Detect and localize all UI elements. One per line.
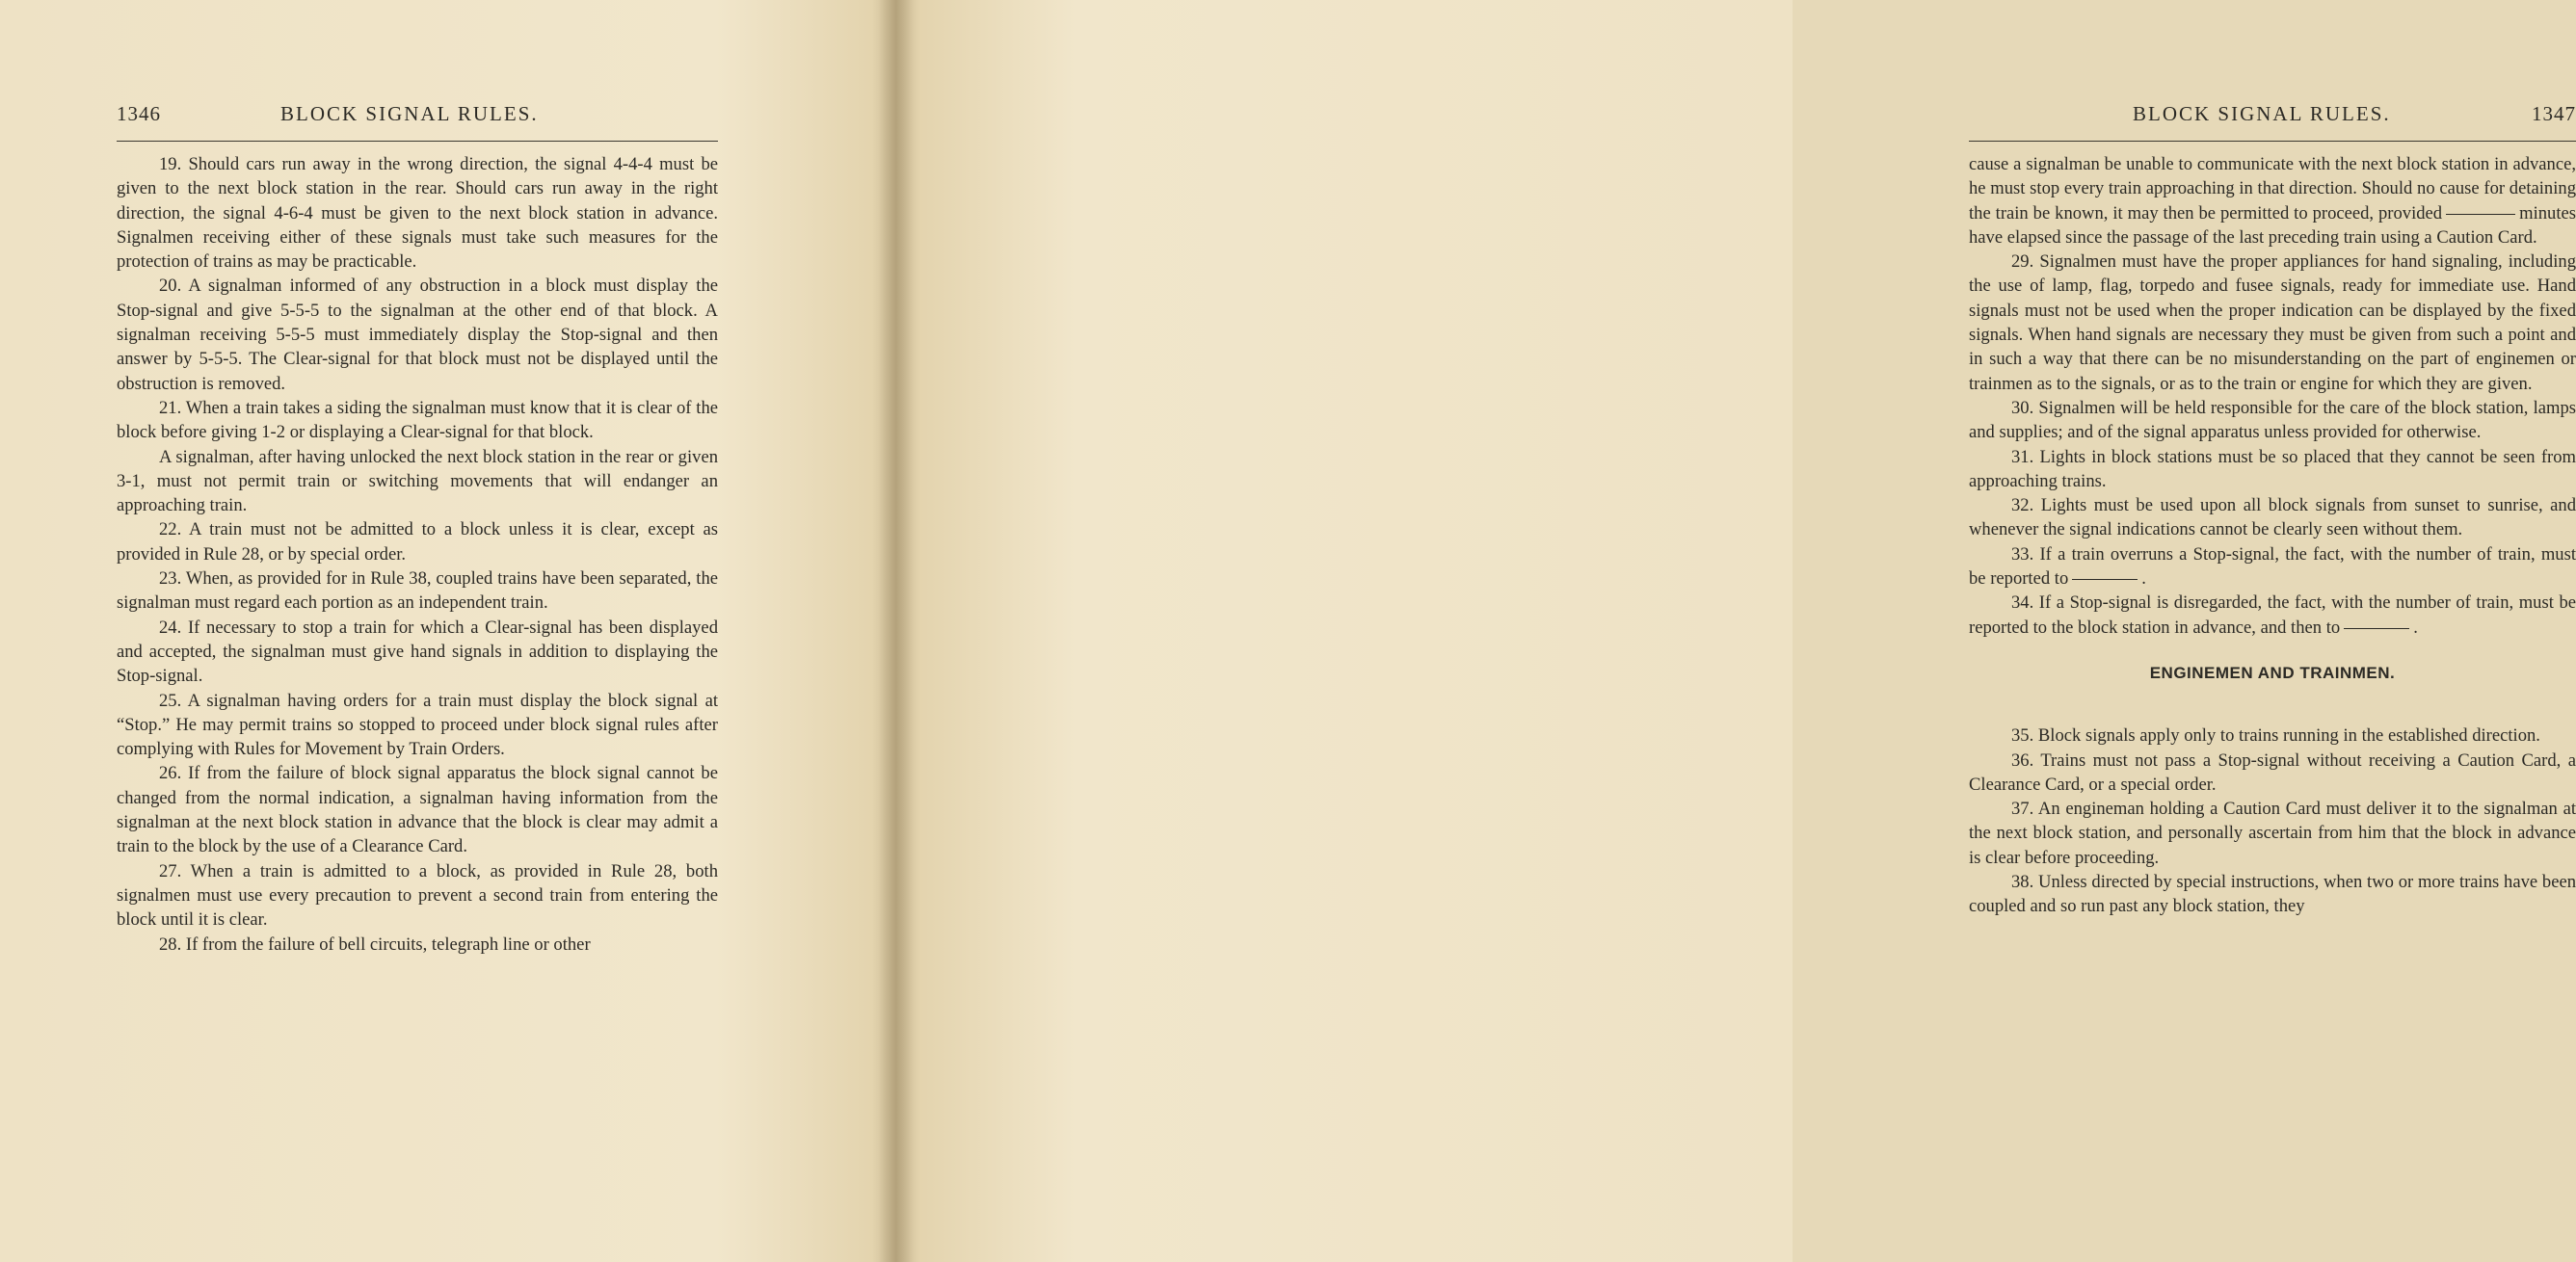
left-running-title: BLOCK SIGNAL RULES. (280, 102, 539, 125)
rule-28-continued-text-a: cause a signalman be unable to communicate with the next block station in advance, he must stop every train approaching in that direction. Should no cause for detaining the train be known, it may then be permitted to proceed, provided (1969, 154, 2576, 223)
rule-24: 24. If necessary to stop a train for which a Clear-signal has been displayed and accepted, the signalman must give hand signals in addition to displaying the Stop-signal. (117, 617, 718, 687)
blank-line (2446, 214, 2515, 215)
section-heading: ENGINEMEN AND TRAINMEN. (2149, 663, 2396, 682)
rule-28: 28. If from the failure of bell circuits, telegraph line or other (159, 933, 591, 955)
rule-28-continued-text-b: minutes have elapsed since the passage of the last preceding train using a Caution Card. (1969, 202, 2576, 248)
left-page-body (117, 152, 718, 957)
rule-19: 19. Should cars run away in the wrong direction, the signal 4-4-4 must be given to the next block station in the rear. Should cars run away in the right direction, the signal 4-6-4 must be given to the next block station in advance. Signalmen receiving either of these signals must take such measures for the protection of trains as may be practicable. (117, 154, 718, 273)
rule-25: 25. A signalman having orders for a train must display the block signal at “Stop.” He may permit trains so stopped to proceed under block signal rules after complying with Rules for Movement by Train Orders. (117, 690, 718, 760)
rule-21: 21. When a train takes a siding the signalman must know that it is clear of the block before giving 1-2 or displaying a Clear-signal for that block. (117, 397, 718, 443)
rule-37: 37. An engineman holding a Caution Card must deliver it to the signalman at the next block station, and personally ascertain from him that the block in advance is clear before proceeding. (1969, 799, 2576, 868)
left-page (0, 0, 896, 1262)
rule-34: 34. If a Stop-signal is disregarded, the fact, with the number of train, must be reported to the block station in advance, and then to . (1969, 592, 2576, 638)
rule-34-text: 34. If a Stop-signal is disregarded, the fact, with the number of train, must be reported to the block station in advance, and then to (1969, 592, 2576, 638)
left-head-rule (117, 141, 718, 142)
right-page (896, 0, 2576, 1262)
rule-38: 38. Unless directed by special instructions, when two or more trains have been coupled and so run past any block station, they (1969, 872, 2576, 917)
left-page-number: 1346 (117, 102, 161, 125)
rule-33-text: 33. If a train overruns a Stop-signal, the fact, with the number of train, must be reported to (1969, 543, 2576, 590)
rule-29: 29. Signalmen must have the proper appliances for hand signaling, including the use of lamp, flag, torpedo and fusee signals, ready for immediate use. Hand signals must not be used when the proper indication can be displayed by the fixed signals. When hand signals are necessary they must be given from such a point and in such a way that there can be no misunderstanding on the part of enginemen or trainmen as to the signals, or as to the train or engine for which they are given. (1969, 251, 2576, 394)
rule-23: 23. When, as provided for in Rule 38, coupled trains have been separated, the signalman must regard each portion as an independent train. (117, 568, 718, 614)
rule-22: 22. A train must not be admitted to a block unless it is clear, except as provided in Rule 28, or by special order. (117, 519, 718, 565)
rule-35: 35. Block signals apply only to trains running in the established direction. (2011, 725, 2540, 747)
right-head-rule (1969, 141, 2576, 142)
blank-line (2344, 628, 2409, 629)
right-page-number: 1347 (2532, 102, 2576, 125)
rule-20: 20. A signalman informed of any obstruction in a block must display the Stop-signal and give 5-5-5 to the signalman at the other end of that block. A signalman receiving 5-5-5 must immediately display the Stop-signal and then answer by 5-5-5. The Clear-signal for that block must not be displayed until the obstruction is removed. (117, 276, 718, 394)
left-running-head (117, 102, 718, 131)
rule-27: 27. When a train is admitted to a block, as provided in Rule 28, both signalmen must use every precaution to prevent a second train from entering the block until it is clear. (117, 860, 718, 931)
rule-26: 26. If from the failure of block signal apparatus the block signal cannot be changed from the normal indication, a signalman having information from the signalman at the next block station in advance that the block is clear may admit a train to the block by the use of a Clearance Card. (117, 763, 718, 857)
rule-28-continued (1969, 152, 2576, 250)
right-page-body (1969, 152, 2576, 919)
right-running-title: BLOCK SIGNAL RULES. (2133, 102, 2391, 125)
rule-21-continued: A signalman, after having unlocked the next block station in the rear or given 3-1, must not permit train or switching movements that will endanger an approaching train. (117, 446, 718, 516)
rule-36: 36. Trains must not pass a Stop-signal without receiving a Caution Card, a Clearance Card, or a special order. (1969, 749, 2576, 795)
rule-30: 30. Signalmen will be held responsible for the care of the block station, lamps and supplies; and of the signal apparatus unless provided for otherwise. (1969, 397, 2576, 443)
blank-line (2072, 579, 2138, 580)
rule-31: 31. Lights in block stations must be so placed that they cannot be seen from approaching trains. (1969, 446, 2576, 491)
rule-32: 32. Lights must be used upon all block signals from sunset to sunrise, and whenever the signal indications cannot be clearly seen without them. (1969, 495, 2576, 540)
right-running-head (1969, 102, 2576, 131)
rule-33: 33. If a train overruns a Stop-signal, the fact, with the number of train, must be reported to . (1969, 543, 2576, 590)
